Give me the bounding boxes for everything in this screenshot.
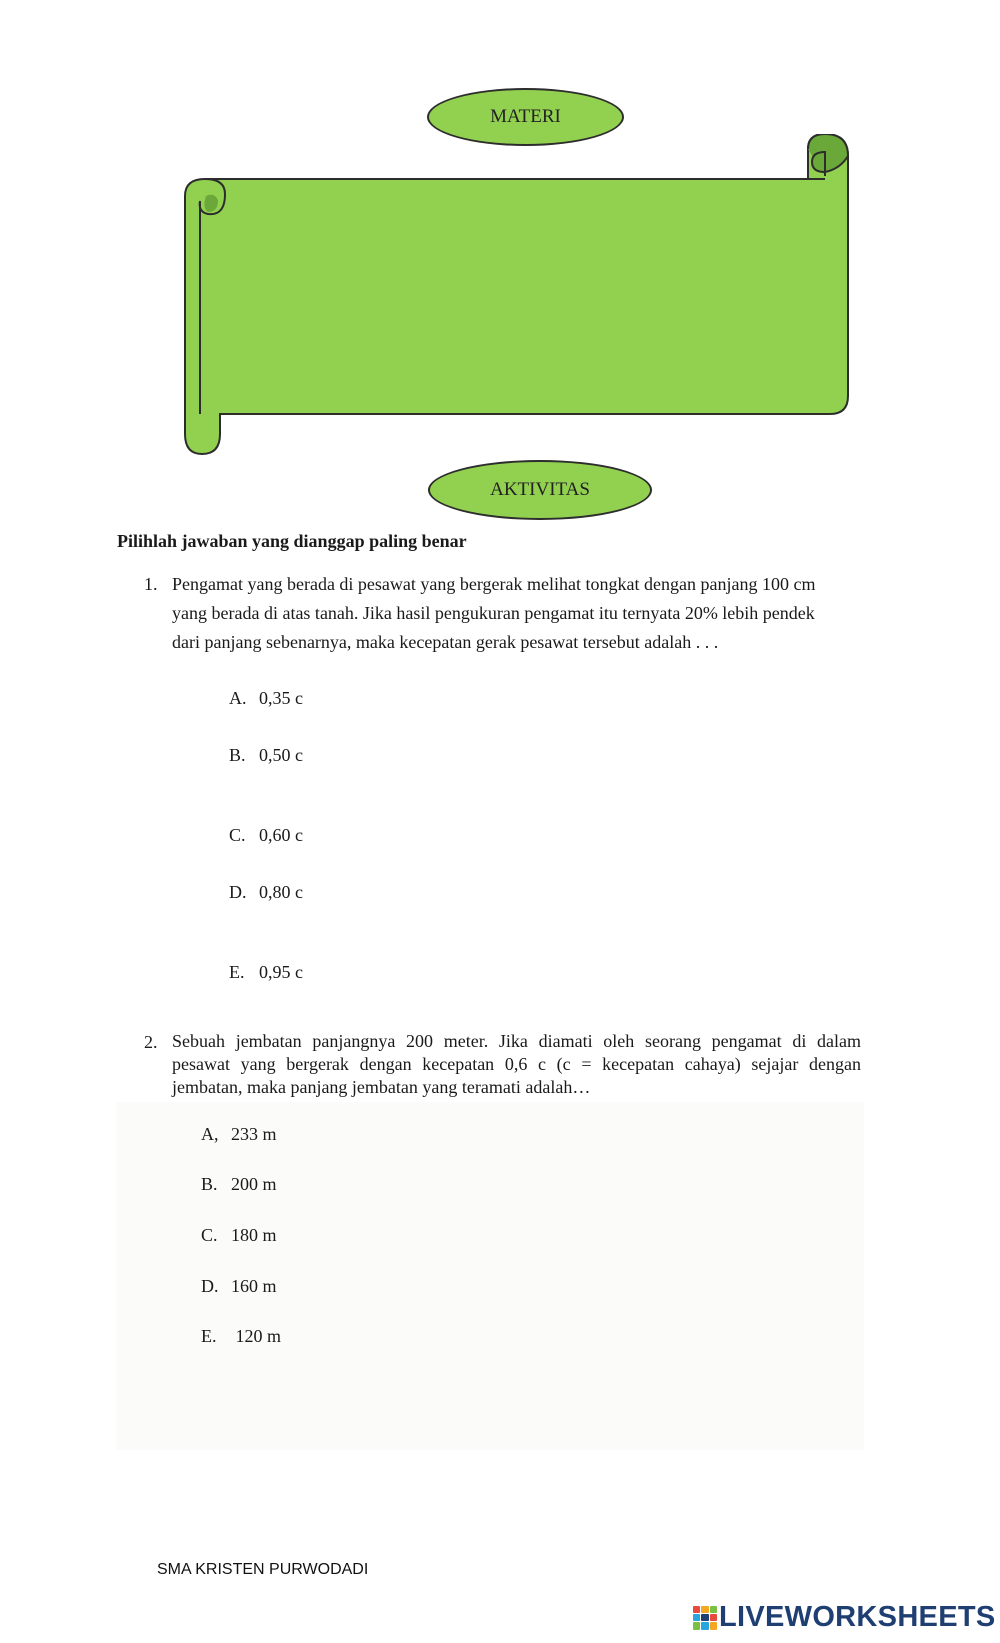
aktivitas-banner [428, 460, 652, 520]
liveworksheets-logo-icon [693, 1606, 717, 1630]
scroll-body [185, 134, 848, 454]
question-2-line: Sebuah jembatan panjangnya 200 meter. Jika diamati oleh seorang pengamat di dalam [172, 1031, 861, 1051]
question-1-text [172, 570, 872, 657]
question-1-line: yang berada di atas tanah. Jika hasil pengukuran pengamat itu ternyata 20% lebih pendek [172, 603, 815, 623]
question-2-line: pesawat yang bergerak dengan kecepatan 0,6 c (c = kecepatan cahaya) sejajar dengan [172, 1054, 861, 1074]
scroll-banner-graphic [180, 134, 870, 474]
footer-school-name: SMA KRISTEN PURWODADI [157, 1561, 369, 1578]
question-2-number: 2. [144, 1032, 158, 1052]
question-2-option-e[interactable]: E. 120 m [201, 1326, 282, 1346]
question-2-text [172, 1030, 861, 1099]
question-1-option-a[interactable]: A. 0,35 c [229, 688, 303, 708]
liveworksheets-logo[interactable] [693, 1601, 996, 1634]
liveworksheets-logo-text: LIVEWORKSHEETS [719, 1601, 996, 1633]
question-2-line: jembatan, maka panjang jembatan yang teramati adalah… [172, 1077, 591, 1097]
instruction-heading: Pilihlah jawaban yang dianggap paling benar [117, 531, 467, 551]
question-2-option-d[interactable]: D. 160 m [201, 1276, 277, 1296]
question-1-line: Pengamat yang berada di pesawat yang bergerak melihat tongkat dengan panjang 100 cm [172, 574, 816, 594]
materi-label: MATERI [490, 106, 561, 127]
question-1-line: dari panjang sebenarnya, maka kecepatan gerak pesawat tersebut adalah . . . [172, 632, 719, 652]
question-2-option-b[interactable]: B. 200 m [201, 1174, 277, 1194]
question-2-option-c[interactable]: C. 180 m [201, 1225, 277, 1245]
question-1-option-d[interactable]: D. 0,80 c [229, 882, 303, 902]
question-1-number: 1. [144, 574, 158, 594]
question-1-option-c[interactable]: C. 0,60 c [229, 825, 303, 845]
question-2-option-a[interactable]: A, 233 m [201, 1124, 277, 1144]
question-1-option-b[interactable]: B. 0,50 c [229, 745, 303, 765]
aktivitas-label: AKTIVITAS [490, 479, 590, 500]
question-1-option-e[interactable]: E. 0,95 c [229, 962, 303, 982]
